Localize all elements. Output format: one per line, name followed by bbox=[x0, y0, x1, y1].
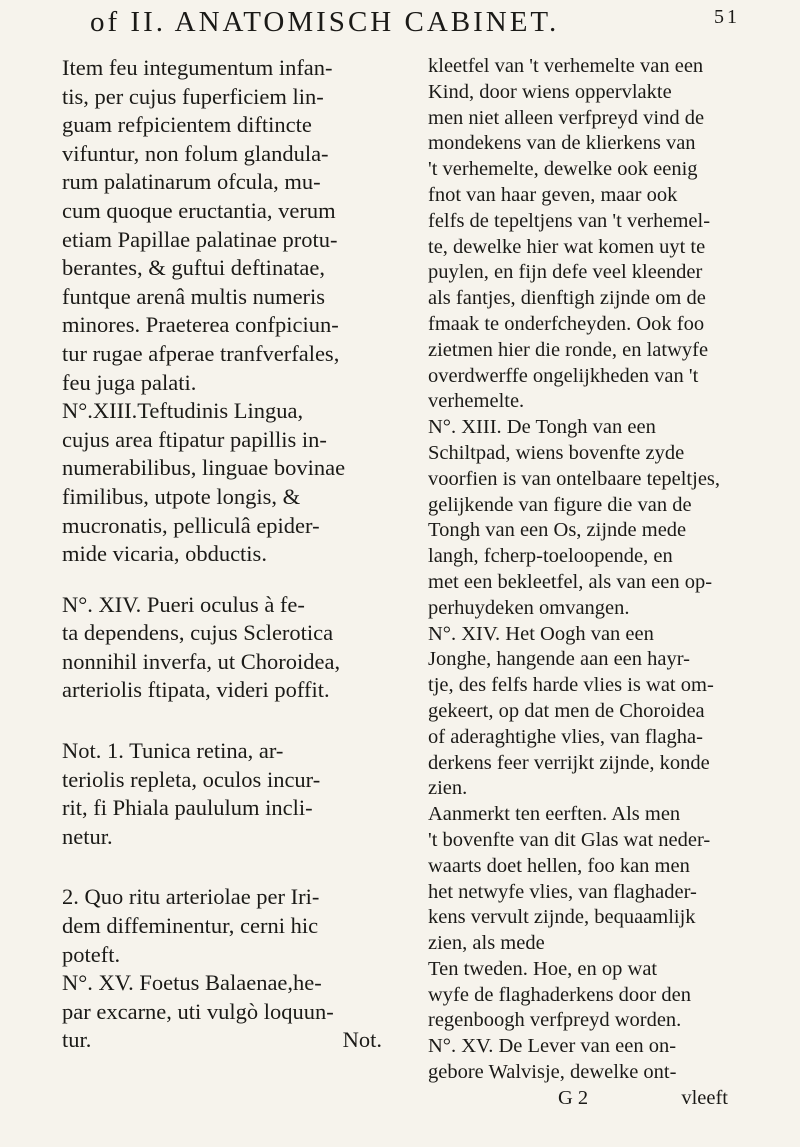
text-line: N°. XIV. Pueri oculus à fe- bbox=[62, 591, 305, 617]
text-line: N°.XIII.Teftudinis Lingua, bbox=[62, 398, 304, 424]
text-line: vifuntur, non folum glandula- bbox=[62, 140, 329, 166]
text-line: waarts doet hellen, foo kan men bbox=[428, 854, 690, 877]
text-line: 2. Quo ritu arteriolae per Iri- bbox=[62, 884, 320, 910]
text-line: poteft. bbox=[62, 941, 121, 967]
text-line: langh, fcherp-toeloopende, en bbox=[428, 545, 673, 568]
text-line: fnot van haar geven, maar ook bbox=[428, 183, 678, 206]
text-line: rum palatinarum ofcula, mu- bbox=[62, 169, 321, 195]
text-line: etiam Papillae palatinae protu- bbox=[62, 226, 338, 252]
text-line: Tongh van een Os, zijnde mede bbox=[428, 519, 687, 542]
text-line: tis, per cujus fuperficiem lin- bbox=[62, 83, 324, 109]
text-line: mide vicaria, obductis. bbox=[62, 541, 267, 567]
text-line: verhemelte. bbox=[428, 390, 525, 413]
text-line: gekeert, op dat men de Choroidea bbox=[428, 699, 705, 722]
text-line: Not. 1. Tunica retina, ar- bbox=[62, 738, 284, 764]
text-line: 't verhemelte, dewelke ook eenig bbox=[428, 158, 698, 181]
text-line: met een bekleetfel, als van een op- bbox=[428, 570, 713, 593]
text-line: N°. XV. De Lever van een on- bbox=[428, 1035, 677, 1058]
text-line: kleetfel van 't verhemelte van een bbox=[428, 55, 704, 77]
text-line: netur. bbox=[62, 823, 113, 849]
text-line: arteriolis ftipata, videri poffit. bbox=[62, 677, 330, 703]
text-line: N°. XIV. Het Oogh van een bbox=[428, 622, 654, 645]
text-line: te, dewelke hier wat komen uyt te bbox=[428, 235, 706, 258]
text-line: mondekens van de klierkens van bbox=[428, 132, 696, 155]
text-line: overdwerffe ongelijkheden van 't bbox=[428, 364, 699, 387]
signature-row bbox=[428, 1086, 768, 1112]
text-line: feu juga palati. bbox=[62, 369, 197, 395]
text-line: gebore Walvisje, dewelke ont- bbox=[428, 1061, 677, 1084]
text-line: men niet alleen verfpreyd vind de bbox=[428, 106, 705, 129]
text-line: voorfien is van ontelbaare tepeltjes, bbox=[428, 467, 721, 490]
text-line: zietmen hier die ronde, en latwyfe bbox=[428, 338, 709, 361]
text-line: fimilibus, utpote longis, & bbox=[62, 483, 301, 509]
text-line: minores. Praeterea confpiciun- bbox=[62, 312, 339, 338]
signature-mark: G 2 bbox=[558, 1086, 589, 1109]
text-line: zien, als mede bbox=[428, 932, 545, 955]
page-number: 51 bbox=[714, 6, 740, 28]
text-line: tur rugae afperae tranfverfales, bbox=[62, 340, 340, 366]
text-line: nonnihil inverfa, ut Choroidea, bbox=[62, 648, 341, 674]
text-line: Item feu integumentum infan- bbox=[62, 55, 333, 80]
running-title: of II. ANATOMISCH CABINET. bbox=[90, 6, 560, 38]
text-line: Aanmerkt ten eerften. Als men bbox=[428, 803, 681, 826]
text-line: het netwyfe vlies, van flaghader- bbox=[428, 880, 697, 903]
catchword: Not. bbox=[342, 1027, 382, 1053]
text-line: N°. XIII. De Tongh van een bbox=[428, 416, 656, 439]
dutch-column bbox=[428, 54, 768, 1112]
text-line: kens vervult zijnde, bequaamlijk bbox=[428, 906, 696, 929]
text-line: par excarne, uti vulgò loquun- bbox=[62, 998, 334, 1024]
text-line: tur. bbox=[62, 1027, 92, 1053]
text-line: cum quoque eructantia, verum bbox=[62, 197, 336, 223]
catchword: vleeft bbox=[681, 1086, 728, 1109]
text-line: funtque arenâ multis numeris bbox=[62, 283, 326, 309]
text-line: tje, des felfs harde vlies is wat om- bbox=[428, 674, 714, 697]
text-line: gelijkende van figure die van de bbox=[428, 493, 692, 516]
text-line: numerabilibus, linguae bovinae bbox=[62, 455, 346, 481]
running-head bbox=[90, 6, 740, 46]
text-line: fmaak te onderfcheyden. Ook foo bbox=[428, 312, 705, 335]
text-line: perhuydeken omvangen. bbox=[428, 596, 630, 619]
text-line: puylen, en fijn defe veel kleender bbox=[428, 261, 703, 284]
text-line: rit, fi Phiala paululum incli- bbox=[62, 795, 313, 821]
text-line: berantes, & guftui deftinatae, bbox=[62, 255, 326, 281]
text-line: mucronatis, pelliculâ epider- bbox=[62, 512, 320, 538]
text-line: ta dependens, cujus Sclerotica bbox=[62, 620, 334, 646]
text-line: dem diffeminentur, cerni hic bbox=[62, 913, 319, 939]
text-line: zien. bbox=[428, 777, 468, 800]
text-line: Schiltpad, wiens bovenfte zyde bbox=[428, 441, 685, 464]
text-line: als fantjes, dienftigh zijnde om de bbox=[428, 287, 706, 310]
text-line: Ten tweden. Hoe, en op wat bbox=[428, 957, 658, 980]
latin-column bbox=[62, 54, 392, 1055]
text-line: felfs de tepeltjens van 't verhemel- bbox=[428, 209, 711, 232]
text-line: cujus area ftipatur papillis in- bbox=[62, 426, 327, 452]
text-line: teriolis repleta, oculos incur- bbox=[62, 766, 321, 792]
text-line: Jonghe, hangende aan een hayr- bbox=[428, 648, 690, 671]
text-line: regenboogh verfpreyd worden. bbox=[428, 1009, 682, 1032]
text-line: guam refpicientem diftincte bbox=[62, 112, 312, 138]
text-line: wyfe de flaghaderkens door den bbox=[428, 983, 691, 1006]
text-line: 't bovenfte van dit Glas wat neder- bbox=[428, 828, 711, 851]
text-line: derkens feer verrijkt zijnde, konde bbox=[428, 751, 710, 774]
text-line: Kind, door wiens oppervlakte bbox=[428, 80, 672, 103]
last-line-row bbox=[62, 1026, 392, 1055]
text-line: of aderaghtighe vlies, van flagha- bbox=[428, 725, 703, 748]
text-line: N°. XV. Foetus Balaenae,he- bbox=[62, 970, 322, 996]
